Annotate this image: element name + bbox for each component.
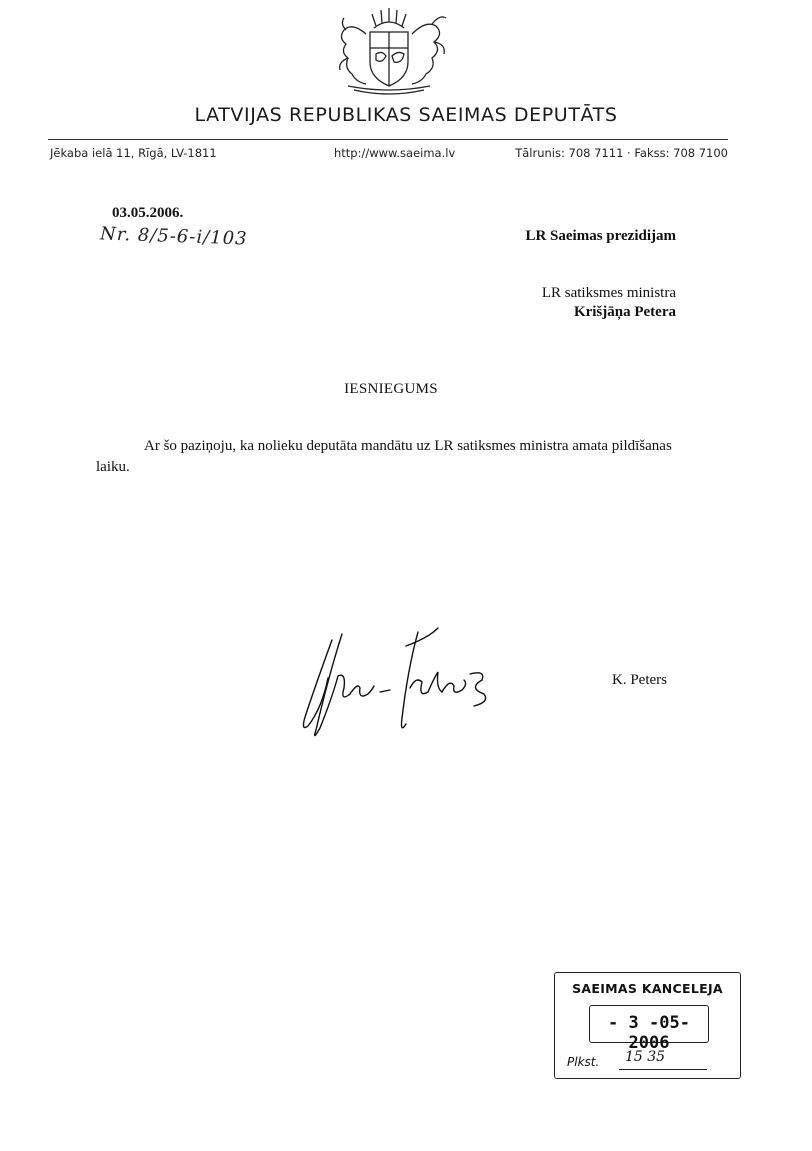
- handwritten-signature-icon: [288, 618, 500, 746]
- stamp-title: SAEIMAS KANCELEJA: [572, 981, 723, 996]
- document-type-heading: IESNIEGUMS: [344, 381, 438, 397]
- reception-stamp: [554, 972, 741, 1079]
- phone-fax-text: Tālrunis: 708 7111 · Fakss: 708 7100: [515, 146, 728, 160]
- document-date: 03.05.2006.: [112, 205, 184, 221]
- sender-name: Krišjāņa Petera: [573, 304, 676, 320]
- stamp-time-value: 15 35: [625, 1049, 666, 1065]
- stamp-date-box: [589, 1005, 709, 1053]
- header-divider: [48, 139, 728, 140]
- latvia-coat-of-arms-icon: [326, 4, 452, 96]
- stamp-time-label: Plkst.: [567, 1055, 600, 1069]
- signer-name: K. Peters: [612, 672, 667, 688]
- stamp-time-line: [619, 1069, 707, 1070]
- recipient: LR Saeimas prezidijam: [525, 228, 676, 244]
- website-link[interactable]: http://www.saeima.lv: [334, 146, 456, 160]
- page-title: LATVIJAS REPUBLIKAS SAEIMAS DEPUTĀTS: [194, 104, 618, 126]
- registration-number: Nr. 8/5-6-i/103: [99, 223, 248, 250]
- sender-role: LR satiksmes ministra: [541, 285, 676, 301]
- address-text: Jēkaba ielā 11, Rīgā, LV-1811: [50, 146, 217, 160]
- body-paragraph: Ar šo paziņoju, ka nolieku deputāta mandātu uz LR satiksmes ministra amata pildīšanas laiku.: [96, 438, 672, 475]
- stamp-date: - 3 -05- 2006: [608, 1013, 690, 1053]
